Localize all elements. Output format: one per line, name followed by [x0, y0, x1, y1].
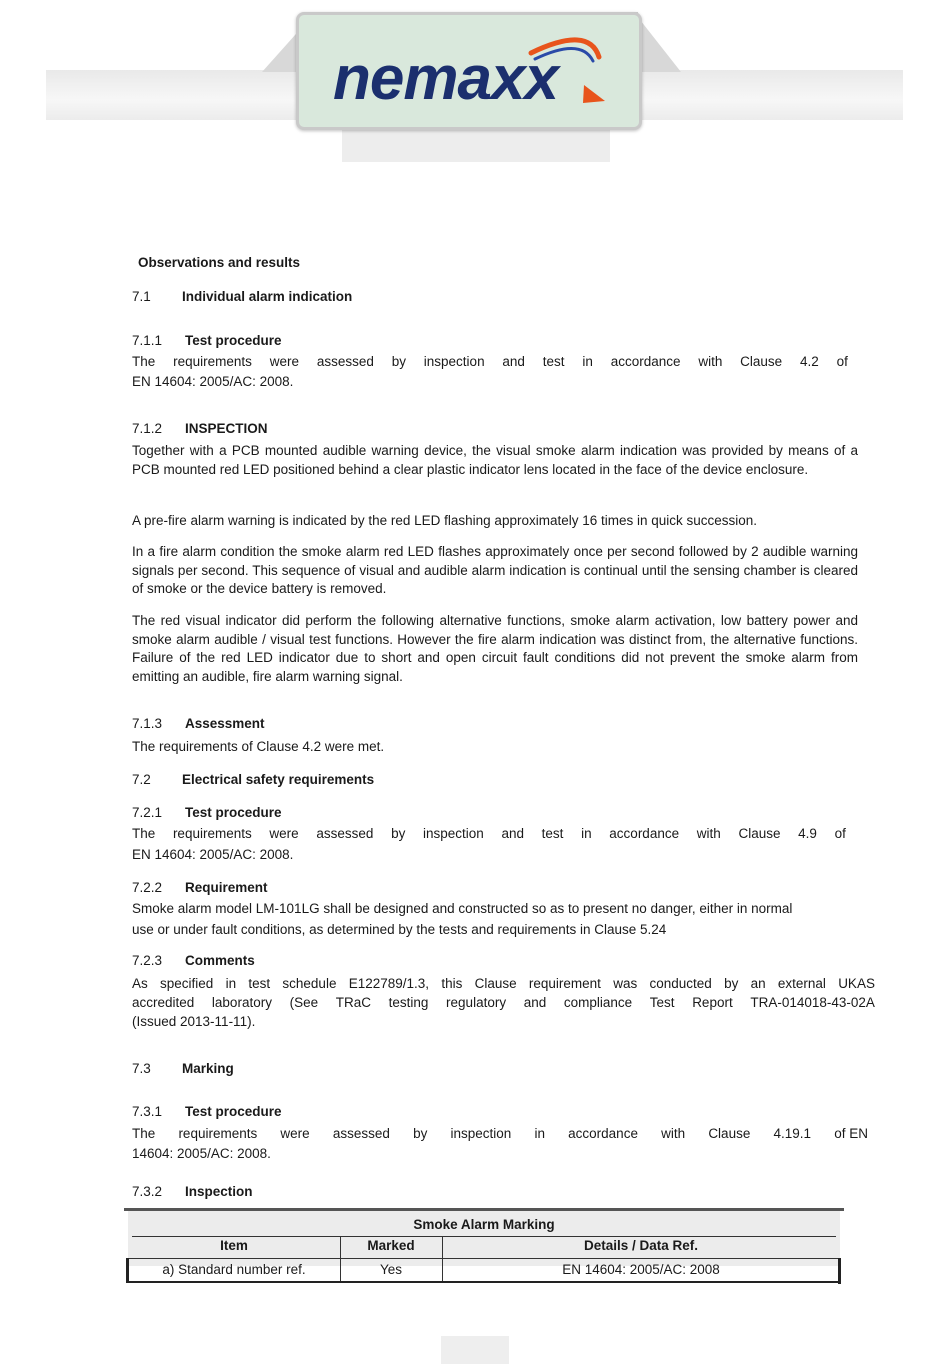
table-header-item: Item: [220, 1238, 248, 1253]
section-7-2-3-line2: accredited laboratory (See TRaC testing regulatory and compliance Test Report TRA-014018-43-02A: [132, 995, 875, 1010]
section-7-3-title: Marking: [182, 1061, 234, 1076]
section-7-1-1-number: 7.1.1: [132, 333, 163, 348]
section-7-3-1-title: Test procedure: [185, 1104, 282, 1119]
smoke-alarm-marking-table: [124, 1208, 844, 1284]
section-7-1-2-paragraph-1: Together with a PCB mounted audible warning device, the visual smoke alarm indication was provided by means of a PCB mounted red LED positioned behind a clear plastic indicator lens located in the face of the device enclosure.: [132, 443, 858, 477]
section-7-1-title: Individual alarm indication: [182, 289, 353, 304]
section-7-1-2-paragraph-3: In a fire alarm condition the smoke alarm red LED flashes approximately once per second followed by 2 audible warning signals per second. This sequence of visual and audible alarm indication is continual until the sensing chamber is cleared of smoke or the device battery is removed.: [132, 544, 858, 597]
section-7-3-1-number: 7.3.1: [132, 1104, 163, 1119]
section-7-2-3-line1: As specified in test schedule E122789/1.3, this Clause requirement was conducted by an external UKAS: [132, 976, 875, 991]
section-7-1-3-title: Assessment: [185, 716, 265, 731]
section-7-1-2-paragraph-4: The red visual indicator did perform the following alternative functions, smoke alarm activation, low battery power and smoke alarm audible / visual test functions. However the fire alarm indication was distinct from, the alternative functions. Failure of the red LED indicator due to short and open circuit fault conditions did not prevent the smoke alarm from emitting an audible, fire alarm warning signal.: [132, 613, 858, 684]
section-7-2-2-line2: use or under fault conditions, as determined by the tests and requirements in Clause 5.24: [132, 922, 667, 937]
section-7-2-3-line3: (Issued 2013-11-11).: [132, 1014, 256, 1029]
main-title: Observations and results: [138, 255, 301, 270]
section-7-2-title: Electrical safety requirements: [182, 772, 375, 787]
section-7-1-2-paragraph-2: A pre-fire alarm warning is indicated by the red LED flashing approximately 16 times in quick succession.: [132, 513, 758, 528]
section-7-3-1-line1: The requirements were assessed by inspection in accordance with Clause 4.19.1 of EN: [132, 1126, 868, 1141]
table-header-marked: Marked: [367, 1238, 415, 1253]
logo-x-accent: [583, 85, 605, 103]
logo-graphic: [299, 15, 645, 133]
section-7-2-1-title: Test procedure: [185, 805, 282, 820]
section-7-2-1-number: 7.2.1: [132, 805, 163, 820]
section-7-1-1-title: Test procedure: [185, 333, 282, 348]
section-7-3-2-number: 7.3.2: [132, 1184, 163, 1199]
table-bottom-border: [126, 1281, 841, 1283]
section-7-2-2-line1: Smoke alarm model LM-101LG shall be designed and constructed so as to present no danger, either in normal: [132, 901, 793, 916]
section-7-2-2-number: 7.2.2: [132, 880, 163, 895]
section-7-3-number: 7.3: [132, 1061, 151, 1076]
section-7-1-1-line1: The requirements were assessed by inspection and test in accordance with Clause 4.2 of: [132, 354, 848, 369]
section-7-2-3-title: Comments: [185, 953, 255, 968]
section-7-1-2-title: INSPECTION: [185, 421, 268, 436]
section-7-1-2-number: 7.1.2: [132, 421, 163, 436]
logo: [296, 12, 642, 130]
table-cell-item: a) Standard number ref.: [162, 1262, 306, 1277]
table-header-details: Details / Data Ref.: [583, 1238, 699, 1253]
section-7-2-1-line1: The requirements were assessed by inspection and test in accordance with Clause 4.9 of: [132, 826, 846, 841]
section-7-2-3-number: 7.2.3: [132, 953, 163, 968]
section-7-3-1-line2: 14604: 2005/AC: 2008.: [132, 1146, 271, 1161]
section-7-3-2-title: Inspection: [185, 1184, 253, 1199]
logo-text: nemaxx: [333, 44, 558, 113]
table-cell-details: EN 14604: 2005/AC: 2008: [562, 1262, 720, 1277]
section-7-2-number: 7.2: [132, 772, 151, 787]
table-cell-marked: Yes: [379, 1262, 403, 1277]
section-7-2-1-line2: EN 14604: 2005/AC: 2008.: [132, 847, 294, 862]
page-footer-block: [441, 1336, 509, 1364]
section-7-2-2-title: Requirement: [185, 880, 268, 895]
section-7-1-3-number: 7.1.3: [132, 716, 163, 731]
section-7-1-3-text: The requirements of Clause 4.2 were met.: [132, 739, 385, 754]
section-7-1-1-line2: EN 14604: 2005/AC: 2008.: [132, 374, 294, 389]
table-title: Smoke Alarm Marking: [413, 1217, 555, 1232]
section-7-1-number: 7.1: [132, 289, 151, 304]
